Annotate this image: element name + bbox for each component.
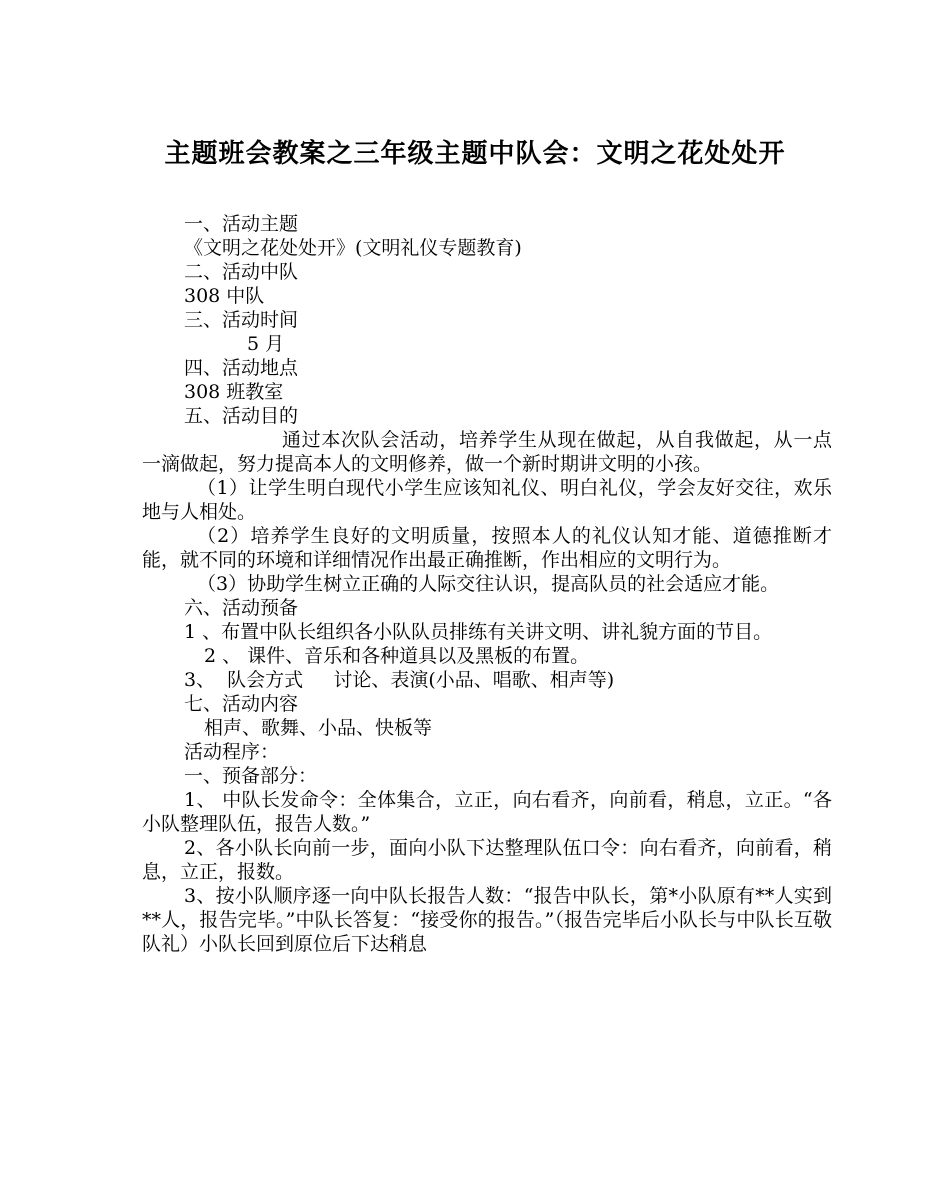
section-heading: 三、活动时间 <box>184 309 299 331</box>
text-line: 308 班教室 <box>184 381 284 403</box>
text-line: 《文明之花处处开》(文明礼仪专题教育) <box>184 237 522 259</box>
document-body <box>142 212 832 956</box>
document-title: 主题班会教案之三年级主题中队会：文明之花处处开 <box>164 139 786 169</box>
paragraph: 通过本次队会活动，培养学生从现在做起，从自我做起，从一点一滴做起，努力提高本人的文明修养，做一个新时期讲文明的小孩。 <box>142 429 832 475</box>
text-line: 活动程序： <box>184 741 280 763</box>
paragraph: （3）协助学生树立正确的人际交往认识，提高队员的社会适应才能。 <box>197 573 780 595</box>
paragraph: 1 、布置中队长组织各小队队员排练有关讲文明、讲礼貌方面的节目。 <box>184 621 773 643</box>
paragraph: 1、 中队长发命令：全体集合，立正，向右看齐，向前看，稍息，立正。“各小队整理队伍，报告人数。” <box>142 789 832 835</box>
section-heading: 二、活动中队 <box>184 261 299 283</box>
section-heading: 四、活动地点 <box>184 357 299 379</box>
text-line: 308 中队 <box>184 285 265 307</box>
section-heading: 一、活动主题 <box>184 213 299 235</box>
text-line: 5 月 <box>247 333 285 355</box>
section-heading: 六、活动预备 <box>184 597 299 619</box>
paragraph: 2、各小队长向前一步，面向小队下达整理队伍口令：向右看齐，向前看，稍息，立正，报数。 <box>142 837 832 883</box>
section-heading: 五、活动目的 <box>184 405 299 427</box>
text-line: 相声、歌舞、小品、快板等 <box>204 717 433 739</box>
section-heading: 一、预备部分： <box>184 765 318 787</box>
text-line: 2 、 课件、音乐和各种道具以及黑板的布置。 <box>204 645 590 667</box>
paragraph: 3、按小队顺序逐一向中队长报告人数：“报告中队长，第*小队原有**人实到**人，报告完毕。”中队长答复：“接受你的报告。”（报告完毕后小队长与中队长互敬队礼）小队长回到原位后下达稍息 <box>142 885 832 955</box>
text-line: 3、 队会方式 讨论、表演(小品、唱歌、相声等) <box>184 669 615 691</box>
paragraph: （2）培养学生良好的文明质量，按照本人的礼仪认知才能、道德推断才能，就不同的环境和详细情况作出最正确推断，作出相应的文明行为。 <box>142 525 832 571</box>
section-heading: 七、活动内容 <box>184 693 299 715</box>
paragraph: （1）让学生明白现代小学生应该知礼仪、明白礼仪，学会友好交往，欢乐地与人相处。 <box>142 477 832 523</box>
